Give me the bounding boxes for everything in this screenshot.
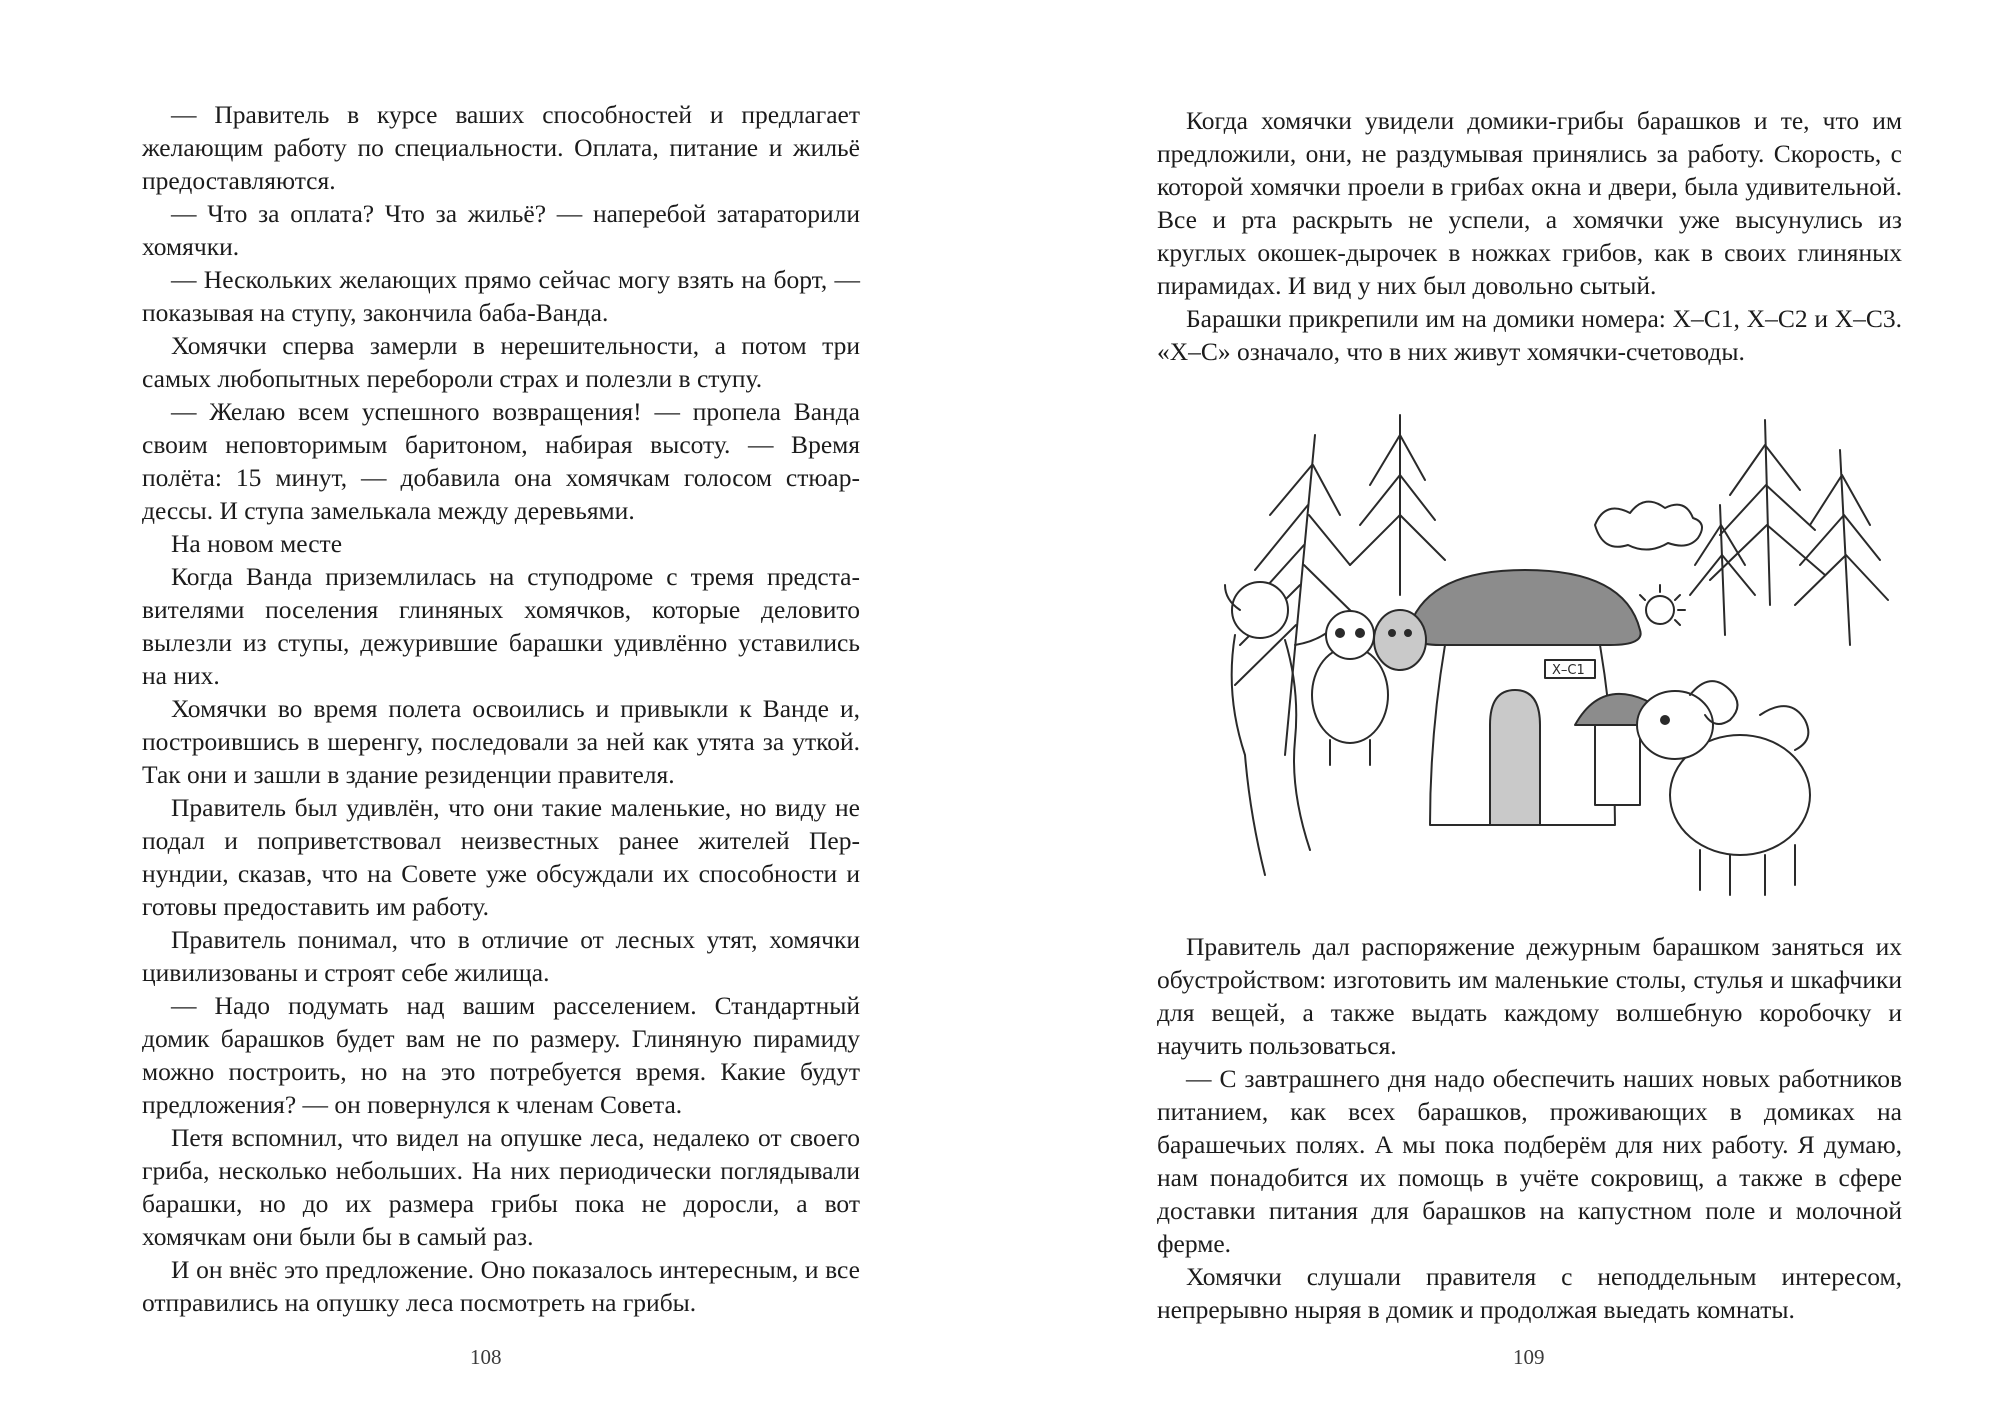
tree-icon: [1795, 450, 1888, 645]
house-number-sign: Х–С1: [1552, 663, 1585, 678]
cloud-icon: [1595, 502, 1702, 550]
paragraph: — Нескольких желающих прямо сейчас могу взять на борт, — показывая на ступу, закончила баба-Ванда.: [142, 265, 860, 327]
paragraph: Правитель понимал, что в отличие от лесных утят, хомячки цивилизованы и строят себе жилища.: [142, 925, 860, 987]
paragraph: — Надо подумать над вашим расселением. Стандартный домик барашков будет вам не по размеру. Глиняную пирамиду можно построить, но на это потребуется время. Какие будут предложения? — он повернулся к членам Совета.: [142, 991, 860, 1119]
right-page-text-top: [1157, 104, 1902, 368]
left-page-text: [142, 98, 860, 1319]
paragraph: — Правитель в курсе ваших способностей и предлагает желающим работу по специальности. Оплата, питание и жильё предоставляются.: [142, 100, 860, 195]
paragraph: Петя вспомнил, что видел на опушке леса, недалеко от своего гриба, несколько небольших. На них периодически поглядывали барашки, но до их размера грибы пока не доросли, а вот хомячкам они были бы в самый раз.: [142, 1123, 860, 1251]
paragraph: Правитель дал распоряжение дежурным барашком заняться их обустройством: изготовить им маленькие столы, стулья и шкафчики для вещей, а также выдать каждому волшебную коробочку и научить пользоваться.: [1157, 932, 1902, 1060]
tree-icon: [1350, 415, 1445, 595]
paragraph: Правитель был удивлён, что они такие маленькие, но виду не подал и поприветствовал неизвестных ранее жителей Пернундии, сказав, что на Совете уже обсуждали их способности и готовы предоставить им работу.: [142, 793, 860, 921]
sheep-icon: [1637, 681, 1810, 895]
hamster-icon: [1374, 610, 1426, 670]
paragraph: Хомячки сперва замерли в нерешительности, а потом три самых любопытных перебороли страх и полезли в ступу.: [142, 331, 860, 393]
sun-icon: [1640, 585, 1685, 625]
illustration-mushroom-houses: [1200, 395, 1890, 900]
paragraph: Барашки прикрепили им на домики номера: Х–С1, Х–С2 и Х–С3. «Х–С» означало, что в них живут хомячки-счетоводы.: [1157, 304, 1902, 366]
page-number-right: 109: [1513, 1345, 1545, 1369]
paragraph: Когда Ванда приземлилась на ступодроме с тремя представителями поселения глиняных хомячков, которые деловито вылезли из ступы, дежурившие барашки удивлённо уставились на них.: [142, 562, 860, 690]
paragraph: Хомячки во время полета освоились и привыкли к Ванде и, построившись в шеренгу, последовали за ней как утята за уткой. Так они и зашли в здание резиденции правителя.: [142, 694, 860, 789]
right-page-text-bottom: [1157, 930, 1902, 1326]
page-number-left: 108: [470, 1345, 502, 1369]
paragraph: И он внёс это предложение. Оно показалось интересным, и все отправились на опушку леса посмотреть на грибы.: [142, 1255, 860, 1317]
paragraph: Хомячки слушали правителя с неподдельным интересом, непрерывно ныряя в домик и продолжая выедать комнаты.: [1157, 1262, 1902, 1324]
tree-icon: [1710, 420, 1825, 605]
section-heading: На новом месте: [171, 529, 343, 558]
paragraph: — Что за оплата? Что за жильё? — наперебой затараторили хомячки.: [142, 199, 860, 261]
right-page: [1000, 0, 2000, 1413]
paragraph: — С завтрашнего дня надо обеспечить наших новых работников питанием, как всех барашков, проживающих в домиках на барашечьих полях. А мы пока подберём для них работу. Я думаю, нам понадобится их помощь в учёте сокровищ, а также в сфере доставки питания для барашков на капустном поле и молочной ферме.: [1157, 1064, 1902, 1258]
illustration-drawing: [1200, 395, 1890, 900]
paragraph: Когда хомячки увидели домики-грибы барашков и те, что им предложили, они, не раздумывая принялись за работу. Скорость, с которой хомячки проели в грибах окна и двери, была удивительной. Все и рта раскрыть не успели, а хомячки уже высунулись из круглых окошек-дырочек в ножках грибов, как в своих глиняных пирамидах. И вид у них был довольно сытый.: [1157, 106, 1902, 300]
tree-icon: [1690, 505, 1755, 635]
paragraph: — Желаю всем успешного возвращения! — пропела Ванда своим неповторимым баритоном, набирая высоту. — Время полёта: 15 минут, — добавила она хомячкам голосом стюардессы. И ступа замелькала между деревьями.: [142, 397, 860, 525]
